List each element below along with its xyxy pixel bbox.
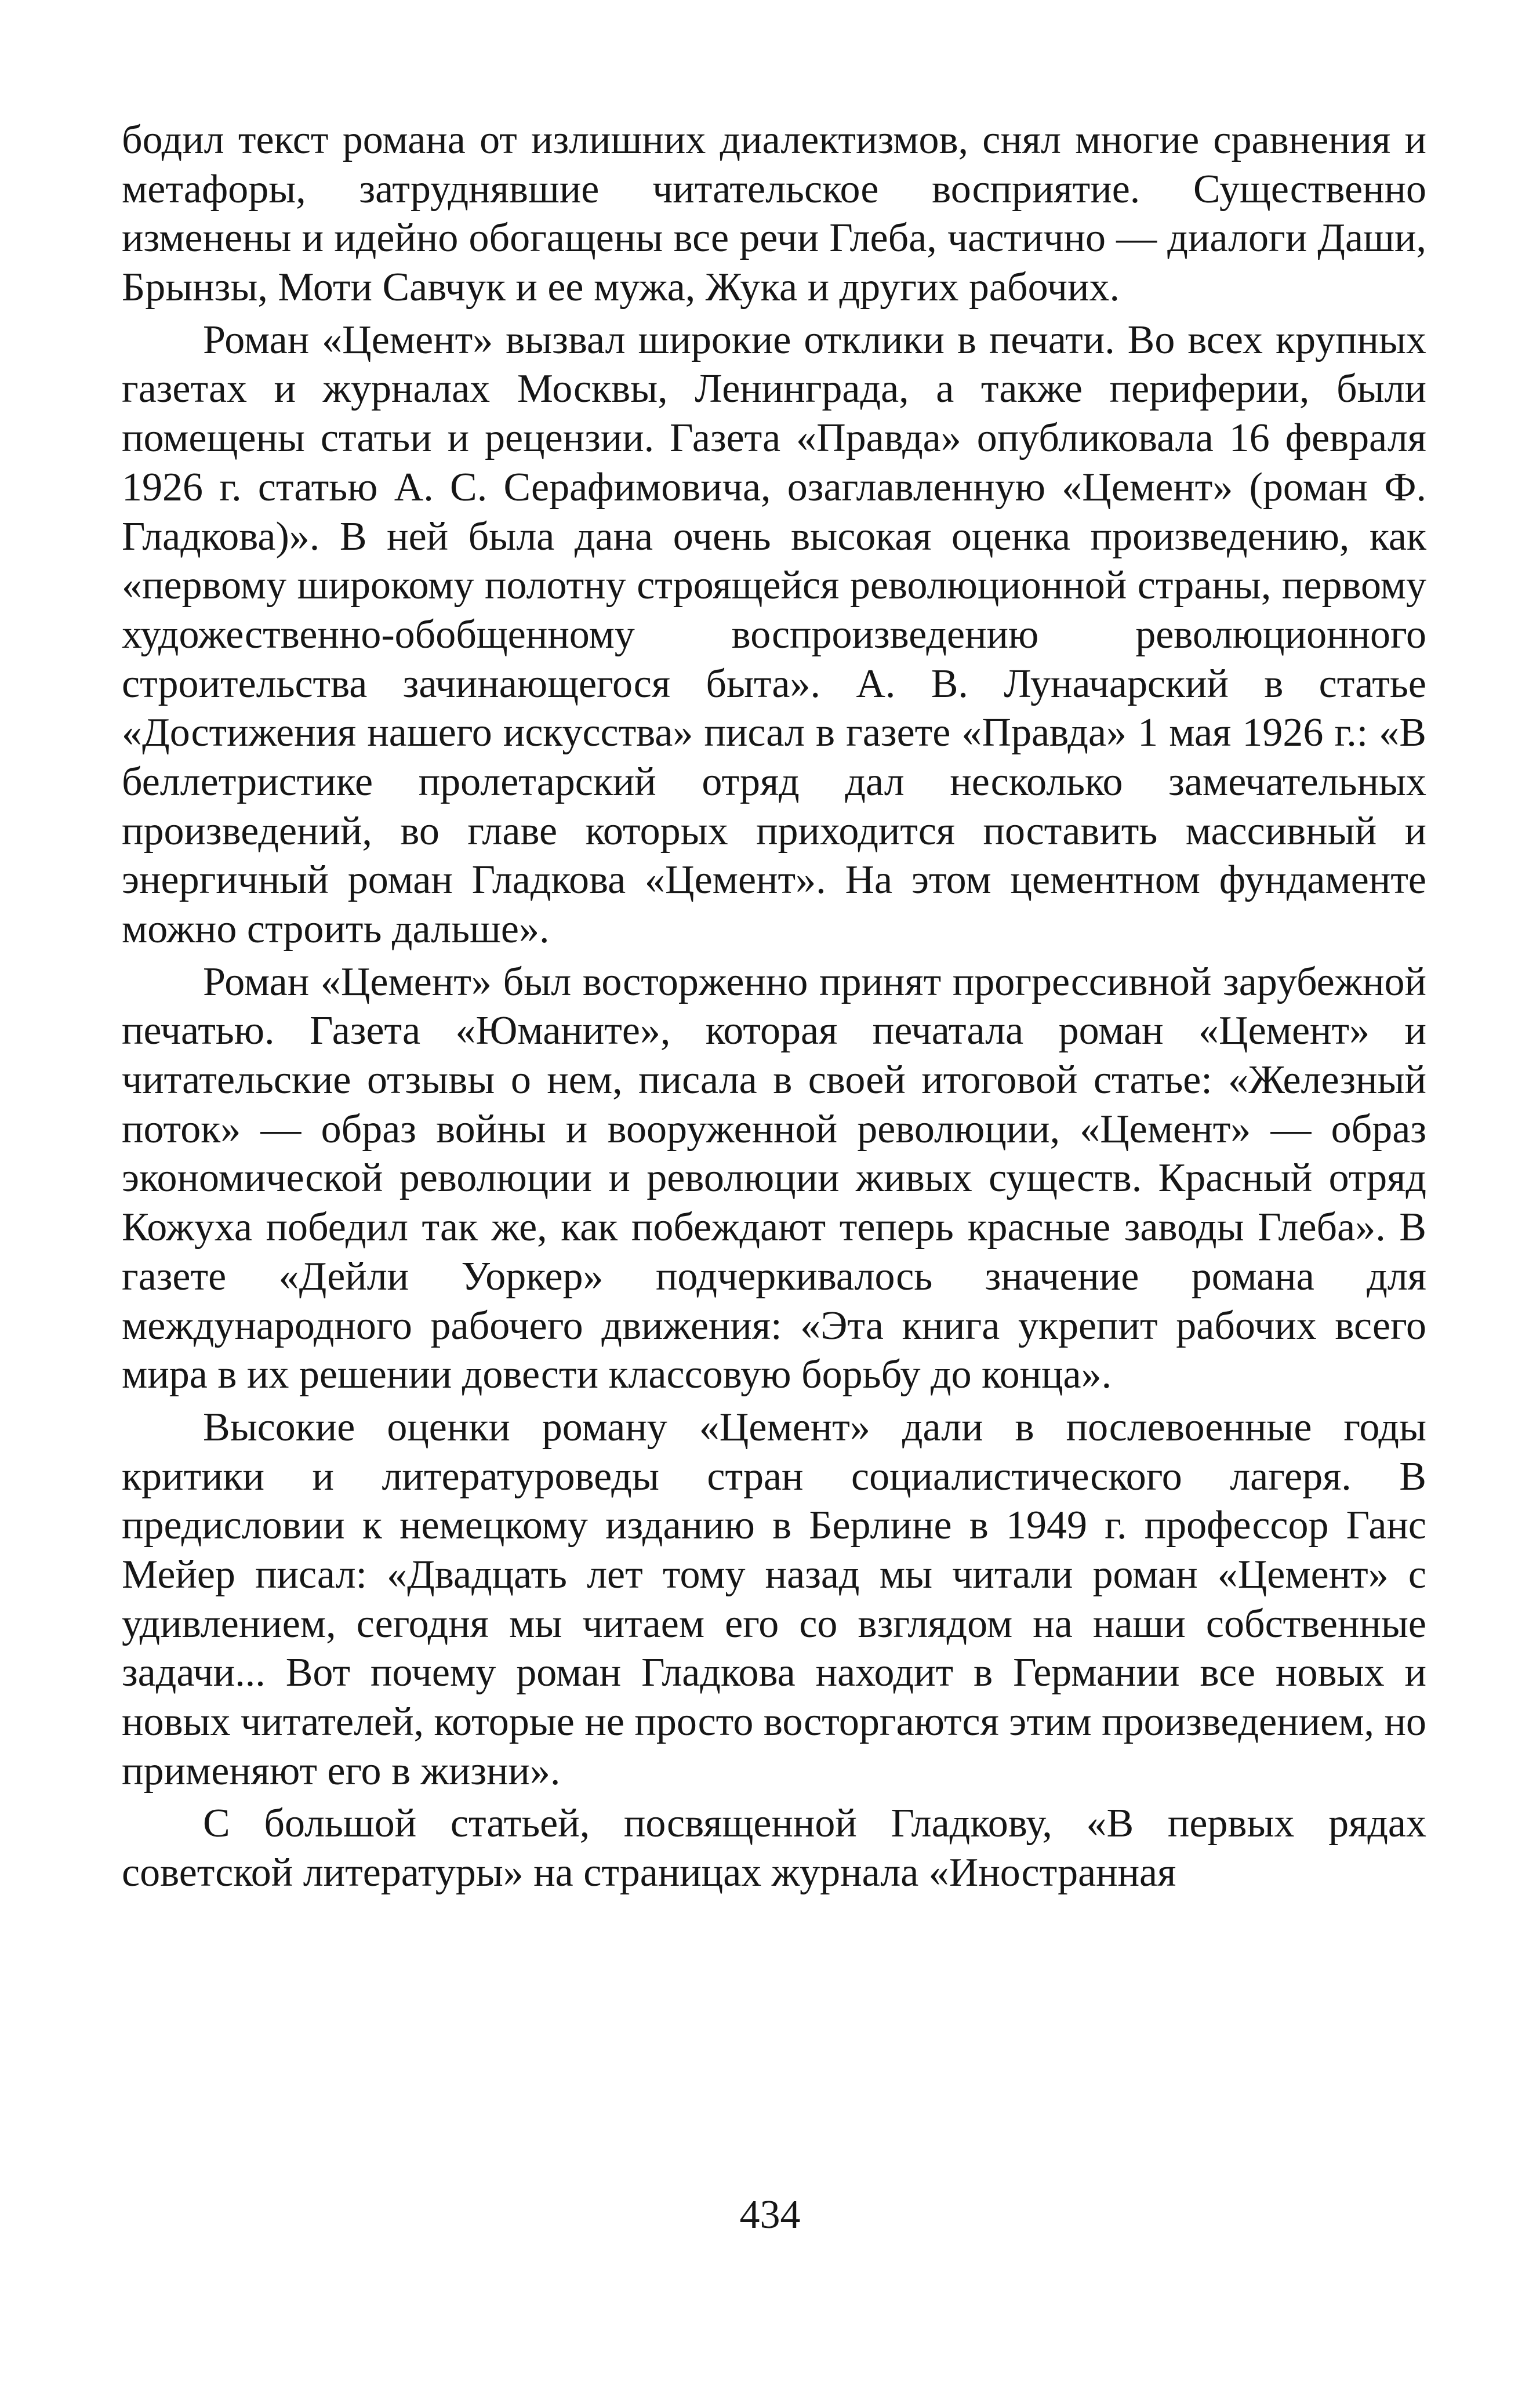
page-body — [122, 116, 1426, 1901]
page-number: 434 — [739, 2193, 801, 2237]
paragraph-3: Роман «Цемент» был восторженно принят прогрессивной зарубежной печатью. Газета «Юманите», которая печатала роман «Цемент» и читательские отзывы о нем, писала в своей итоговой статье: «Железный поток» — образ войны и вооруженной революции, «Цемент» — образ экономической революции и революции живых существ. Красный отряд Кожуха победил так же, как побеждают теперь красные заводы Глеба». В газете «Дейли Уоркер» подчеркивалось значение романа для международного рабочего движения: «Эта книга укрепит рабочих всего мира в их решении довести классовую борьбу до конца». — [122, 959, 1426, 1397]
paragraph-4: Высокие оценки роману «Цемент» дали в послевоенные годы критики и литературоведы стран социалистического лагеря. В предисловии к немецкому изданию в Берлине в 1949 г. профессор Ганс Мейер писал: «Двадцать лет тому назад мы читали роман «Цемент» с удивлением, сегодня мы читаем его со взглядом на наши собственные задачи... Вот почему роман Гладкова находит в Германии все новых и новых читателей, которые не просто восторгаются этим произведением, но применяют его в жизни». — [122, 1404, 1426, 1794]
paragraph-1: бодил текст романа от излишних диалектизмов, снял многие сравнения и метафоры, затруднявшие читательское восприятие. Существенно изменены и идейно обогащены все речи Глеба, частично — диалоги Даши, Брынзы, Моти Савчук и ее мужа, Жука и других рабочих. — [122, 118, 1426, 310]
paragraph-2: Роман «Цемент» вызвал широкие отклики в печати. Во всех крупных газетах и журналах Москвы, Ленинграда, а также периферии, были помещены статьи и рецензии. Газета «Правда» опубликовала 16 февраля 1926 г. статью А. С. Серафимовича, озаглавленную «Цемент» (роман Ф. Гладкова)». В ней была дана очень высокая оценка произведению, как «первому широкому полотну строящейся революционной страны, первому художественно-обобщенному воспроизведению революционного строительства зачинающегося быта». А. В. Луначарский в статье «Достижения нашего искусства» писал в газете «Правда» 1 мая 1926 г.: «В беллетристике пролетарский отряд дал несколько замечательных произведений, во главе которых приходится поставить массивный и энергичный роман Гладкова «Цемент». На этом цементном фундаменте можно строить дальше». — [122, 317, 1426, 952]
paragraph-5: С большой статьей, посвященной Гладкову, «В первых рядах советской литературы» на страницах журнала «Иностранная — [122, 1801, 1426, 1896]
